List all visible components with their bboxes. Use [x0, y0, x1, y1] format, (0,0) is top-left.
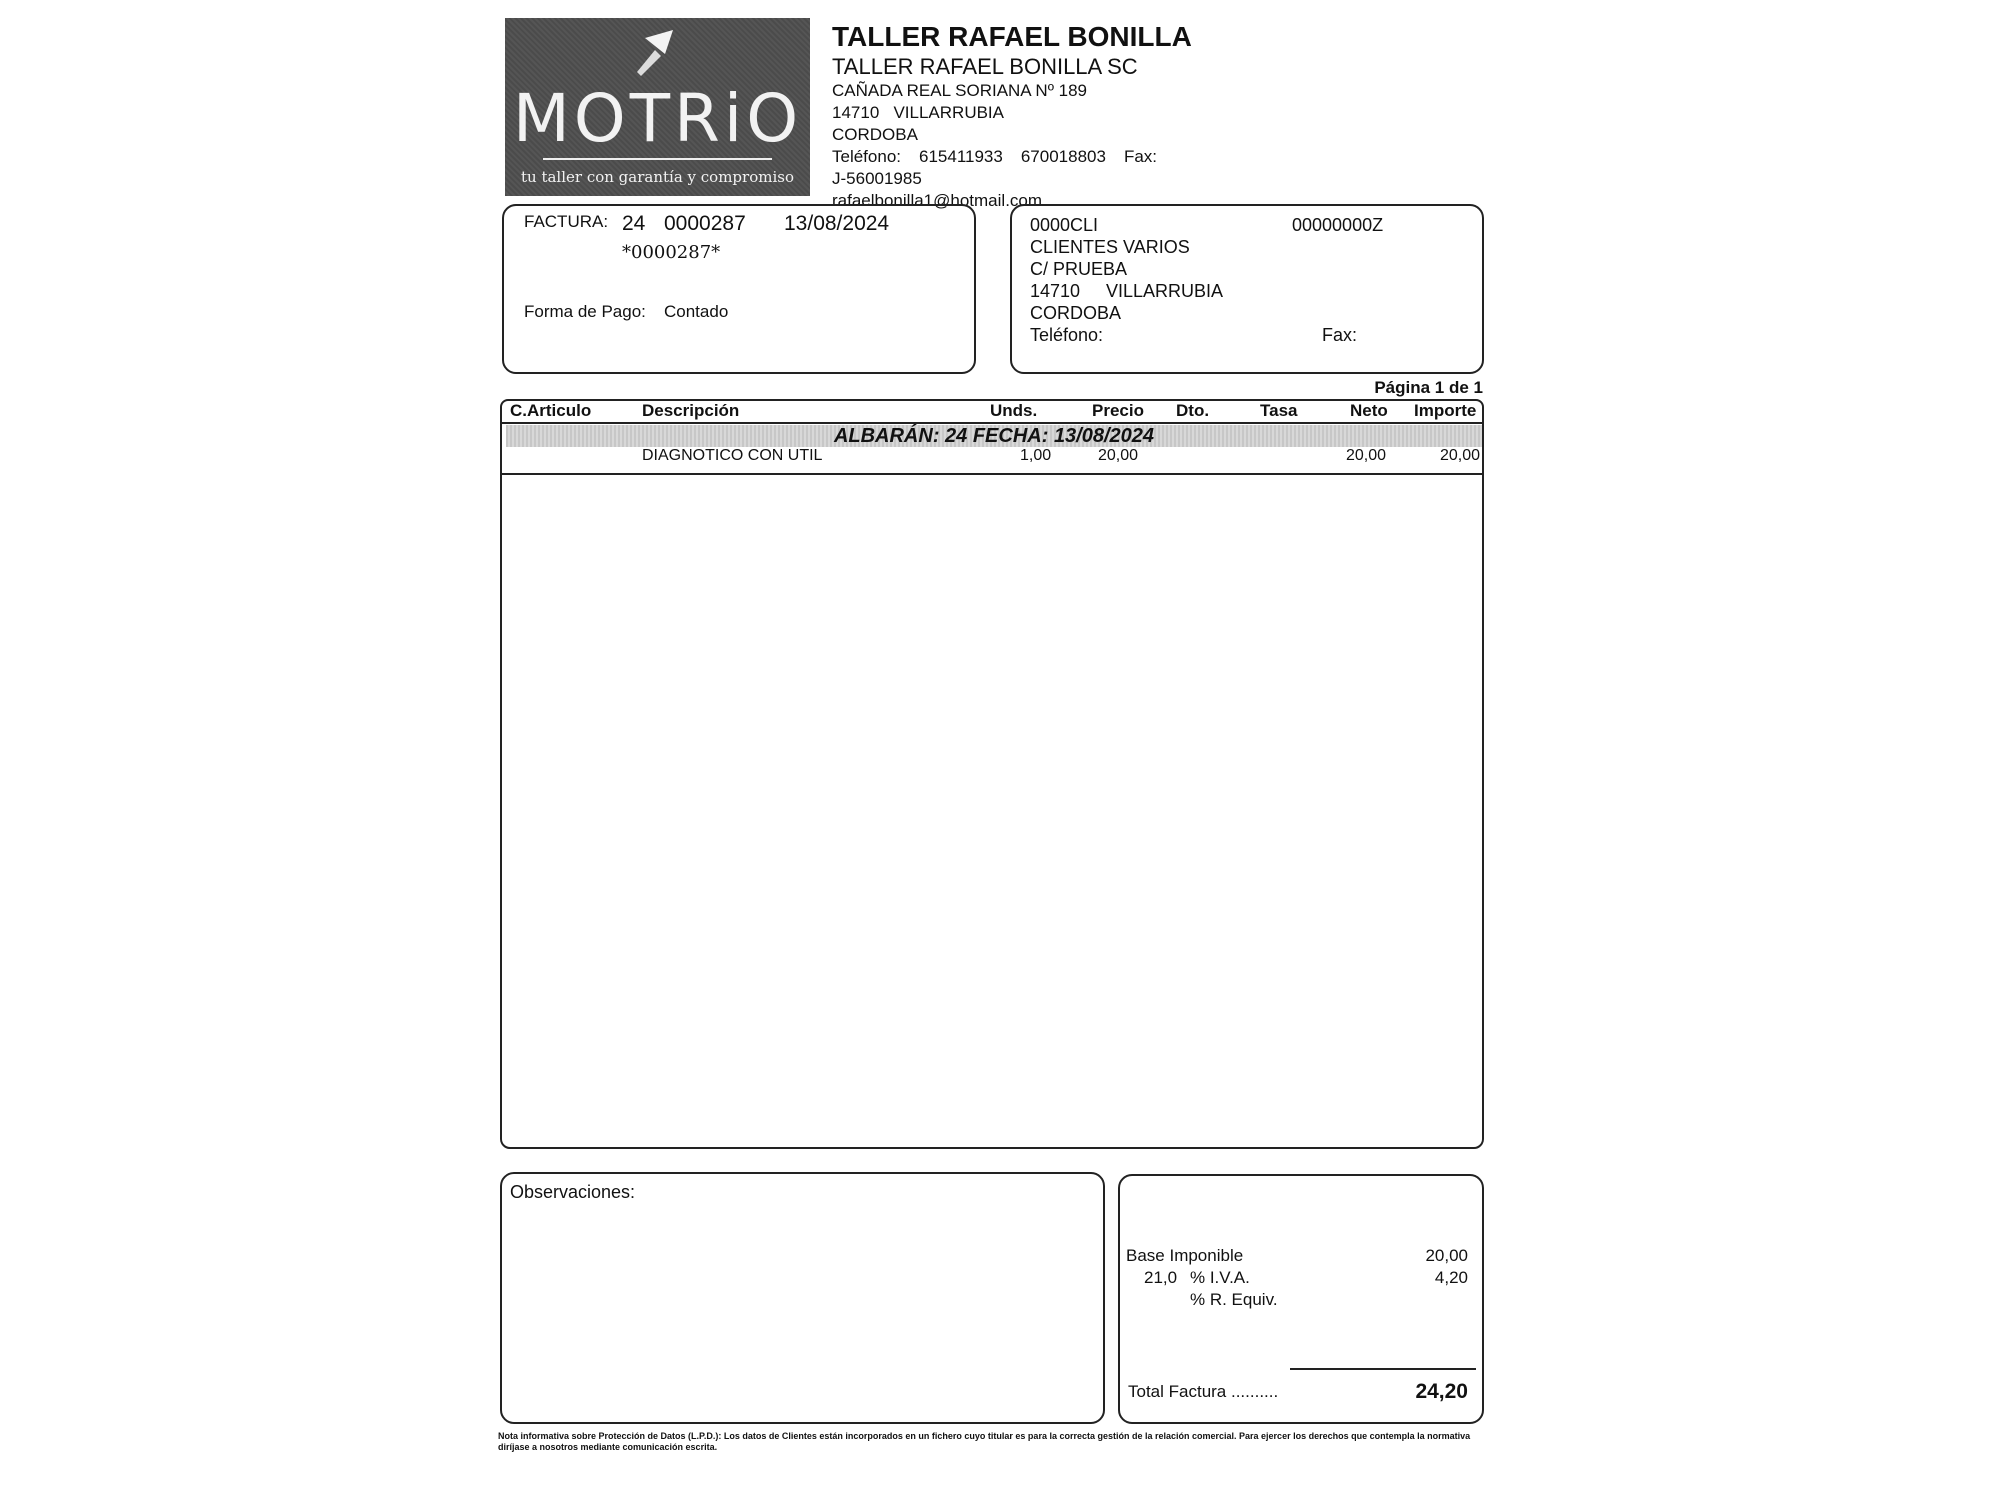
observations-label: Observaciones: [510, 1182, 636, 1202]
col-header-description: Descripción [642, 401, 740, 420]
company-locality [832, 102, 1192, 124]
logo-tagline: tu taller con garantía y compromiso [520, 168, 794, 186]
client-code: 0000CLI [1030, 215, 1099, 235]
logo-brand: MOTRiO [512, 80, 803, 157]
invoice-date: 13/08/2024 [784, 212, 890, 235]
company-title: TALLER RAFAEL BONILLA [832, 21, 1192, 52]
company-tax-id: J-56001985 [832, 169, 922, 188]
row-net: 20,00 [1346, 447, 1387, 464]
albaran-band: ALBARÁN: 24 FECHA: 13/08/2024 [506, 425, 1482, 447]
client-city: VILLARRUBIA [1106, 281, 1224, 301]
base-label: Base Imponible [1126, 1246, 1244, 1265]
rows-divider [502, 473, 1482, 475]
privacy-footnote: Nota informativa sobre Protección de Datos (L.P.D.): Los datos de Clientes están incorporados en un fichero cuyo titular es para la correcta gestión de la relación comercial. Para ejercer los derechos que contempla la normativa diríjase a nosotros mediante comunicación escrita. [498, 1431, 1471, 1452]
invoice-label: FACTURA: [524, 212, 609, 231]
observations-box [500, 1172, 1105, 1424]
total-label: Total Factura .......... [1128, 1382, 1279, 1401]
motrio-mark-icon [615, 28, 695, 88]
row-price: 20,00 [1098, 447, 1139, 464]
company-postal-code: 14710 [832, 103, 880, 122]
company-email: rafaelbonilla1@hotmail.com [832, 191, 1043, 210]
payment-method: Contado [664, 302, 729, 321]
client-info-box [1010, 204, 1484, 374]
iva-rate: 21,0 [1144, 1268, 1178, 1287]
client-address: C/ PRUEBA [1030, 259, 1128, 279]
row-units: 1,00 [1020, 447, 1052, 464]
iva-value: 4,20 [1434, 1268, 1468, 1287]
col-header-discount: Dto. [1176, 401, 1210, 420]
col-header-rate: Tasa [1260, 401, 1298, 420]
total-value: 24,20 [1415, 1380, 1468, 1403]
client-name: CLIENTES VARIOS [1030, 237, 1190, 257]
items-table [500, 399, 1484, 1149]
invoice-series: 24 [622, 212, 646, 235]
logo-divider [543, 158, 772, 160]
invoice-barcode-text: *0000287* [622, 242, 721, 263]
row-description: DIAGNOTICO CON UTIL [642, 447, 823, 464]
header-divider [502, 422, 1482, 424]
company-phone-label: Teléfono: [832, 147, 901, 166]
company-province: CORDOBA [832, 125, 918, 144]
base-value: 20,00 [1425, 1246, 1468, 1265]
page-number: Página 1 de 1 [1374, 378, 1483, 397]
iva-label: % I.V.A. [1190, 1268, 1250, 1287]
client-phone-label: Teléfono: [1030, 325, 1104, 345]
company-phones [832, 146, 1192, 168]
client-fax-label: Fax: [1322, 325, 1358, 345]
table-row [502, 447, 1482, 467]
col-header-units: Unds. [990, 401, 1038, 420]
col-header-net: Neto [1350, 401, 1388, 420]
invoice-info-box [502, 204, 976, 374]
total-divider [1290, 1368, 1476, 1370]
company-logo [505, 18, 810, 196]
client-postal-code: 14710 [1030, 281, 1081, 301]
company-header [832, 20, 1192, 212]
client-province: CORDOBA [1030, 303, 1122, 323]
company-phone-2: 670018803 [1020, 147, 1106, 166]
totals-box [1118, 1174, 1484, 1424]
company-address: CAÑADA REAL SORIANA Nº 189 [832, 81, 1088, 100]
company-city: VILLARRUBIA [893, 103, 1004, 122]
col-header-code: C.Articulo [510, 401, 592, 420]
invoice-number: 0000287 [664, 212, 746, 235]
company-phone-1: 615411933 [919, 147, 1003, 166]
row-amount: 20,00 [1440, 447, 1481, 464]
client-tax-id: 00000000Z [1292, 215, 1384, 235]
payment-label: Forma de Pago: [524, 302, 646, 321]
col-header-amount: Importe [1414, 401, 1477, 420]
company-legal-name: TALLER RAFAEL BONILLA SC [832, 54, 1138, 79]
col-header-price: Precio [1092, 401, 1144, 420]
re-label: % R. Equiv. [1190, 1290, 1278, 1309]
company-fax-label: Fax: [1123, 147, 1157, 166]
